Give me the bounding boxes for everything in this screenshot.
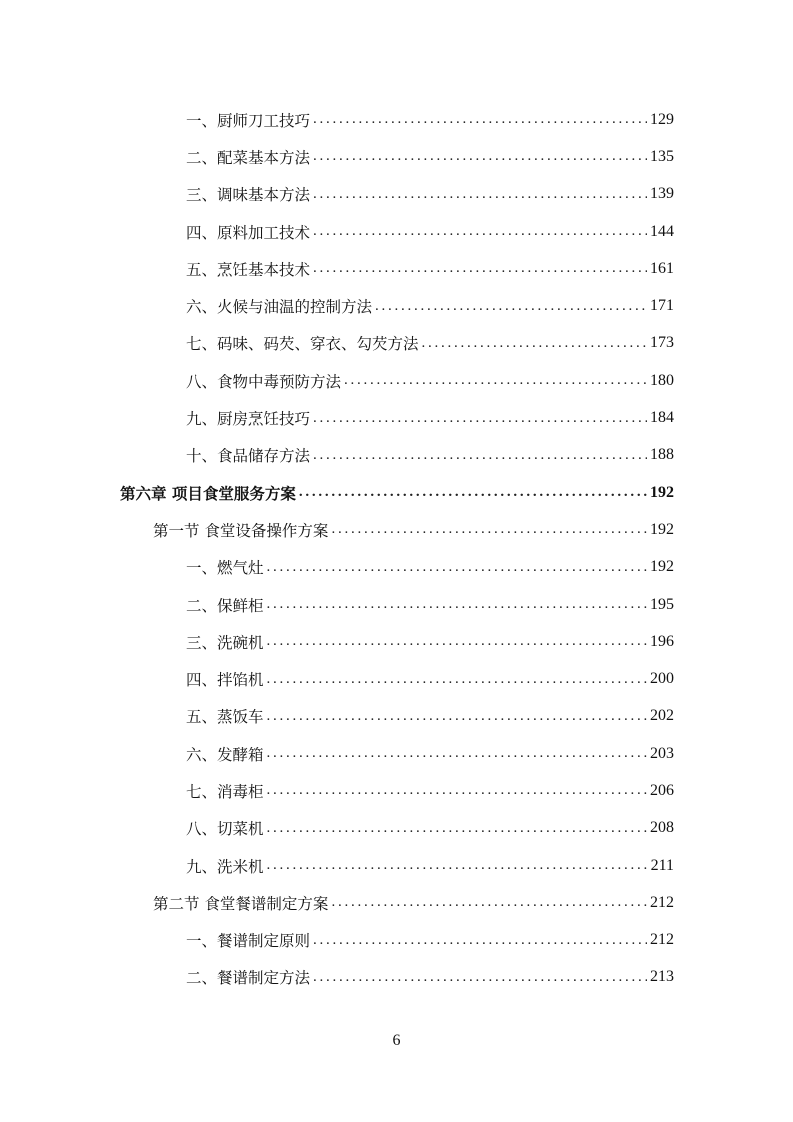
toc-entry-page: 192	[650, 520, 674, 538]
dot-leader	[313, 223, 647, 240]
toc-entry[interactable]	[0, 437, 793, 474]
toc-entry[interactable]	[0, 922, 793, 959]
dot-leader	[422, 335, 647, 352]
dot-leader	[267, 596, 647, 613]
toc-entry-title: 七、消毒柜	[186, 782, 264, 801]
toc-entry-page: 195	[650, 595, 674, 613]
toc-entry-title: 二、餐谱制定方法	[186, 969, 311, 988]
toc-entry-page: 202	[650, 707, 674, 725]
dot-leader	[313, 148, 647, 165]
toc-entry[interactable]	[0, 772, 793, 809]
toc-entry[interactable]	[0, 660, 793, 697]
toc-entry[interactable]	[0, 623, 793, 660]
toc-entry[interactable]	[0, 362, 793, 399]
toc-entry-title: 八、切菜机	[186, 820, 264, 839]
toc-entry-page: 206	[650, 781, 674, 799]
toc-entry-title: 二、配菜基本方法	[186, 148, 311, 167]
dot-leader	[313, 969, 647, 986]
toc-entry-title: 四、原料加工技术	[186, 223, 311, 242]
toc-entry-page: 200	[650, 670, 674, 688]
toc-entry-title: 八、食物中毒预防方法	[186, 372, 342, 391]
toc-entry-title: 九、厨房烹饪技巧	[186, 410, 311, 429]
toc-entry-page: 212	[650, 931, 674, 949]
toc-entry[interactable]	[0, 735, 793, 772]
toc-entry[interactable]	[0, 399, 793, 436]
dot-leader	[267, 782, 647, 799]
toc-entry[interactable]	[0, 549, 793, 586]
dot-leader	[313, 260, 647, 277]
toc-entry-page: 161	[650, 259, 674, 277]
toc-entry[interactable]	[0, 698, 793, 735]
toc-entry[interactable]	[0, 325, 793, 362]
toc-entry-page: 173	[650, 334, 674, 352]
toc-entry[interactable]	[0, 101, 793, 138]
toc-section-entry[interactable]	[0, 884, 793, 921]
toc-entry[interactable]	[0, 287, 793, 324]
page-number: 6	[392, 1032, 401, 1049]
toc-entry-page: 203	[650, 744, 674, 762]
toc-entry[interactable]	[0, 213, 793, 250]
toc-entry-title: 五、烹饪基本技术	[186, 260, 311, 279]
dot-leader	[331, 894, 647, 911]
dot-leader	[267, 745, 647, 762]
toc-entry-title: 六、发酵箱	[186, 745, 264, 764]
toc-entry-page: 139	[650, 185, 674, 203]
toc-entry[interactable]	[0, 138, 793, 175]
dot-leader	[267, 671, 647, 688]
toc-entry-page: 188	[650, 446, 674, 464]
toc-section-entry[interactable]	[0, 511, 793, 548]
toc-chapter-entry[interactable]	[0, 474, 793, 511]
toc-entry-title: 四、拌馅机	[186, 671, 264, 690]
toc-entry-page: 144	[650, 222, 674, 240]
toc-entry-title: 一、厨师刀工技巧	[186, 111, 311, 130]
dot-leader	[313, 111, 647, 128]
table-of-contents	[0, 101, 793, 996]
toc-entry-page: 129	[650, 110, 674, 128]
dot-leader	[313, 410, 647, 427]
toc-entry[interactable]	[0, 847, 793, 884]
dot-leader	[313, 186, 647, 203]
dot-leader	[344, 372, 647, 389]
toc-entry-title: 五、蒸饭车	[186, 708, 264, 727]
toc-entry-title: 第六章 项目食堂服务方案	[120, 483, 296, 503]
toc-entry[interactable]	[0, 176, 793, 213]
dot-leader	[313, 932, 647, 949]
dot-leader	[267, 820, 647, 837]
toc-entry-title: 七、码味、码芡、穿衣、勾芡方法	[186, 335, 419, 354]
toc-entry-page: 192	[650, 483, 674, 501]
toc-entry-page: 211	[650, 856, 674, 874]
toc-entry-page: 171	[650, 297, 674, 315]
toc-entry-title: 第一节 食堂设备操作方案	[153, 521, 329, 540]
toc-entry-title: 二、保鲜柜	[186, 596, 264, 615]
dot-leader	[267, 708, 647, 725]
toc-entry-page: 180	[650, 371, 674, 389]
toc-entry-page: 192	[650, 558, 674, 576]
toc-entry-title: 一、燃气灶	[186, 559, 264, 578]
dot-leader	[299, 484, 647, 501]
toc-entry[interactable]	[0, 810, 793, 847]
dot-leader	[313, 447, 647, 464]
toc-entry[interactable]	[0, 586, 793, 623]
toc-entry-title: 第二节 食堂餐谱制定方案	[153, 894, 329, 913]
toc-entry-page: 135	[650, 147, 674, 165]
toc-entry-title: 六、火候与油温的控制方法	[186, 298, 373, 317]
toc-entry-title: 九、洗米机	[186, 857, 264, 876]
toc-entry-page: 184	[650, 409, 674, 427]
dot-leader	[267, 633, 647, 650]
dot-leader	[267, 857, 648, 874]
toc-entry-title: 三、调味基本方法	[186, 186, 311, 205]
toc-entry-title: 三、洗碗机	[186, 633, 264, 652]
toc-entry[interactable]	[0, 959, 793, 996]
toc-entry-page: 212	[650, 893, 674, 911]
toc-entry-page: 213	[650, 968, 674, 986]
dot-leader	[331, 521, 647, 538]
toc-entry-title: 一、餐谱制定原则	[186, 932, 311, 951]
toc-entry-title: 十、食品储存方法	[186, 447, 311, 466]
dot-leader	[267, 559, 647, 576]
dot-leader	[375, 298, 647, 315]
toc-entry-page: 196	[650, 632, 674, 650]
toc-entry-page: 208	[650, 819, 674, 837]
toc-entry[interactable]	[0, 250, 793, 287]
